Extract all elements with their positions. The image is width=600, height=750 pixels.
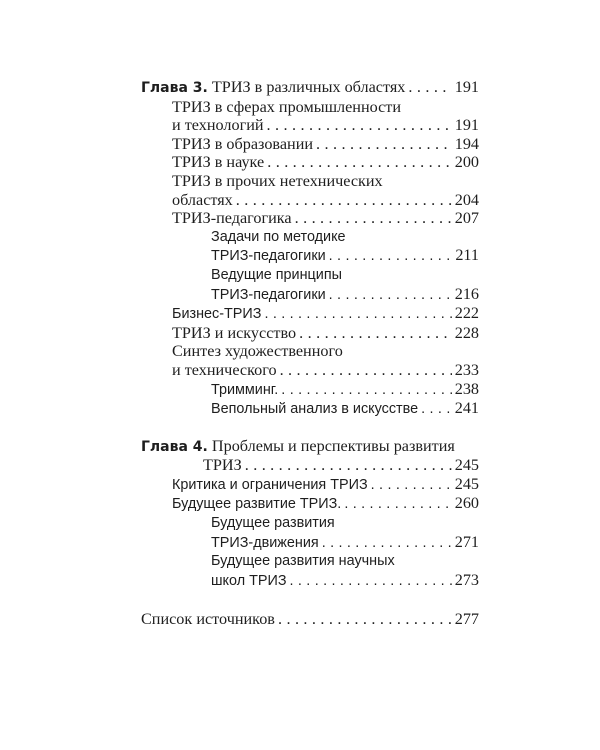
leader-dots (316, 135, 452, 154)
chapter-3-label: Глава 3. (141, 80, 208, 96)
entry-page: 194 (454, 134, 479, 153)
sources-page: 277 (454, 610, 479, 629)
entry-line: ТРИЗ в образовании (172, 134, 314, 153)
toc-entry-art (141, 324, 479, 343)
toc-entry-vepol (141, 399, 479, 419)
leader-dots (236, 191, 452, 210)
entry-page: 222 (454, 304, 479, 323)
entry-line: Будущее развития научных (211, 553, 395, 570)
entry-line: Тримминг. (211, 381, 279, 398)
entry-page: 204 (454, 190, 479, 209)
leader-dots (408, 78, 451, 97)
entry-page: 233 (454, 360, 479, 379)
spacer (141, 419, 479, 437)
entry-line: Бизнес-ТРИЗ (172, 306, 262, 323)
entry-page: 228 (454, 323, 479, 342)
entry-line: Будущее развитие ТРИЗ. (172, 496, 342, 513)
leader-dots (278, 610, 452, 629)
toc-entry-science (141, 153, 479, 172)
toc-entry-pedagogy (141, 209, 479, 228)
entry-line: ТРИЗ в прочих нетехнических (172, 171, 383, 190)
entry-line: ТРИЗ и искусство (172, 323, 297, 342)
entry-line: Вепольный анализ в искусстве (211, 401, 419, 418)
toc-entry-industry (141, 98, 479, 135)
toc-entry-education (141, 135, 479, 154)
entry-line: и технологий (172, 116, 264, 135)
chapter-3-page: 191 (454, 78, 479, 96)
chapter-4-title: Проблемы и перспективы развития (211, 436, 455, 455)
entry-page: 273 (454, 570, 479, 589)
leader-dots (281, 381, 451, 400)
entry-page: 211 (455, 246, 479, 265)
entry-page: 207 (454, 209, 479, 228)
leader-dots (267, 116, 452, 135)
entry-line: Критика и ограничения ТРИЗ (172, 476, 368, 493)
leader-dots (267, 153, 452, 172)
leader-dots (421, 400, 452, 419)
leader-dots (329, 286, 452, 305)
entry-line: ТРИЗ-движения (211, 534, 319, 551)
chapter-4-page: 245 (454, 456, 479, 475)
toc-entry-schools (141, 552, 479, 590)
entry-page: 271 (454, 532, 479, 551)
table-of-contents (141, 78, 479, 629)
entry-line: и технического (172, 360, 277, 379)
toc-entry-tasks (141, 228, 479, 266)
leader-dots (264, 305, 451, 324)
leader-dots (290, 572, 452, 591)
chapter-4-label: Глава 4. (141, 438, 208, 455)
chapter-3-title: ТРИЗ в различных областях (211, 78, 406, 96)
entry-line: ТРИЗ в сферах промышленности (172, 97, 402, 116)
entry-line: Задачи по методике (211, 228, 346, 245)
sources-title: Список источников (141, 610, 275, 629)
leader-dots (344, 495, 451, 514)
toc-chapter-4 (141, 437, 479, 475)
leader-dots (299, 324, 452, 343)
toc-entry-critique (141, 475, 479, 495)
entry-line: школ ТРИЗ (211, 572, 287, 589)
toc-entry-synthesis (141, 342, 479, 379)
toc-entry-principles (141, 266, 479, 304)
entry-line: ТРИЗ-педагогика (172, 209, 292, 228)
entry-line: Синтез художественного (172, 342, 343, 361)
toc-sources (141, 610, 479, 629)
entry-page: 260 (454, 494, 479, 513)
entry-page: 191 (454, 116, 479, 135)
entry-line: ТРИЗ-педагогики (211, 286, 326, 303)
toc-chapter-3 (141, 78, 479, 98)
leader-dots (280, 361, 452, 380)
toc-entry-business (141, 304, 479, 324)
leader-dots (322, 534, 452, 553)
chapter-4-title-cont: ТРИЗ (203, 456, 242, 475)
entry-page: 245 (454, 474, 479, 493)
toc-entry-trimming (141, 380, 479, 400)
leader-dots (329, 247, 453, 266)
entry-line: Будущее развития (211, 515, 335, 532)
toc-entry-future (141, 494, 479, 514)
entry-line: ТРИЗ в науке (172, 153, 265, 172)
entry-line: ТРИЗ-педагогики (211, 248, 326, 265)
entry-page: 238 (454, 379, 479, 398)
leader-dots (371, 476, 452, 495)
leader-dots (295, 209, 452, 228)
entry-page: 216 (454, 284, 479, 303)
entry-line: Ведущие принципы (211, 266, 342, 283)
toc-entry-movement (141, 514, 479, 552)
entry-page: 200 (454, 153, 479, 172)
leader-dots (245, 456, 452, 475)
entry-line: областях (172, 190, 233, 209)
entry-page: 241 (454, 399, 479, 418)
toc-entry-nontech (141, 172, 479, 209)
spacer (141, 590, 479, 610)
